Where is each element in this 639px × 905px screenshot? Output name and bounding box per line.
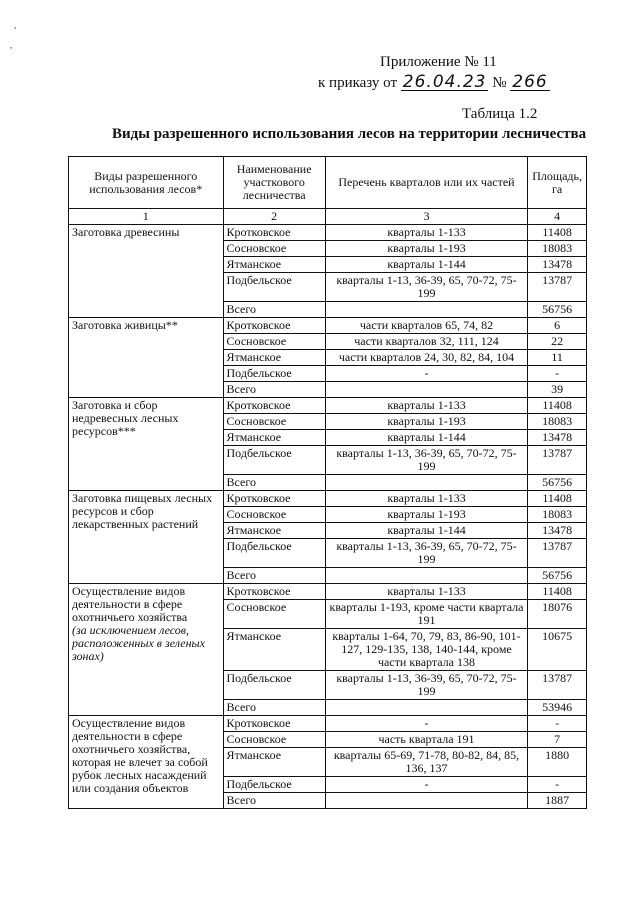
area-cell: 56756 <box>528 475 587 491</box>
order-prefix: к приказу от <box>318 75 398 91</box>
order-reference <box>318 74 550 92</box>
quarters-cell: кварталы 1-133 <box>325 225 527 241</box>
column-index: 4 <box>528 209 587 225</box>
order-date-handwritten: 26.04.23 <box>402 72 487 92</box>
forestry-cell: Всего <box>223 793 325 809</box>
area-cell: 1887 <box>528 793 587 809</box>
forestry-cell: Ятманское <box>223 257 325 273</box>
quarters-cell: кварталы 1-133 <box>325 491 527 507</box>
header-row <box>69 157 587 209</box>
column-index: 3 <box>325 209 527 225</box>
quarters-cell: кварталы 1-193, кроме части квартала 191 <box>325 600 527 629</box>
forestry-cell: Сосновское <box>223 241 325 257</box>
area-cell: 7 <box>528 732 587 748</box>
area-cell: 22 <box>528 334 587 350</box>
quarters-cell <box>325 475 527 491</box>
column-header: Виды разрешенного использования лесов* <box>69 157 224 209</box>
forestry-cell: Сосновское <box>223 732 325 748</box>
area-cell: - <box>528 716 587 732</box>
quarters-cell: кварталы 1-13, 36-39, 65, 70-72, 75-199 <box>325 671 527 700</box>
table-row <box>69 491 587 507</box>
forestry-cell: Всего <box>223 382 325 398</box>
area-cell: 39 <box>528 382 587 398</box>
use-type-label: Заготовка и сбор недревесных лесных ресурсов*** <box>72 398 179 438</box>
quarters-cell: кварталы 1-133 <box>325 398 527 414</box>
quarters-cell: - <box>325 366 527 382</box>
use-type-cell <box>69 491 224 584</box>
table-row <box>69 716 587 732</box>
column-header: Перечень кварталов или их частей <box>325 157 527 209</box>
area-cell: 10675 <box>528 629 587 671</box>
forestry-cell: Кротковское <box>223 318 325 334</box>
quarters-cell: кварталы 1-193 <box>325 414 527 430</box>
table-row <box>69 584 587 600</box>
order-number-handwritten: 266 <box>512 72 548 92</box>
quarters-cell: кварталы 1-13, 36-39, 65, 70-72, 75-199 <box>325 446 527 475</box>
use-type-label: Заготовка живицы** <box>72 318 178 332</box>
appendix-label: Приложение № 11 <box>380 54 497 70</box>
area-cell: 18076 <box>528 600 587 629</box>
forestry-cell: Кротковское <box>223 584 325 600</box>
use-type-note: (за исключением лесов, расположенных в зеленых зонах) <box>72 623 205 663</box>
quarters-cell: кварталы 1-193 <box>325 241 527 257</box>
forestry-cell: Всего <box>223 475 325 491</box>
table-row <box>69 398 587 414</box>
forestry-cell: Подбельское <box>223 777 325 793</box>
forestry-cell: Ятманское <box>223 430 325 446</box>
area-cell: 13478 <box>528 523 587 539</box>
scan-speck: , <box>10 40 13 50</box>
quarters-cell: части кварталов 24, 30, 82, 84, 104 <box>325 350 527 366</box>
quarters-cell: кварталы 1-144 <box>325 257 527 273</box>
quarters-cell: части кварталов 32, 111, 124 <box>325 334 527 350</box>
forestry-cell: Кротковское <box>223 716 325 732</box>
forestry-cell: Сосновское <box>223 507 325 523</box>
area-cell: 11408 <box>528 584 587 600</box>
forestry-cell: Сосновское <box>223 334 325 350</box>
area-cell: 13787 <box>528 539 587 568</box>
quarters-cell: кварталы 1-144 <box>325 523 527 539</box>
quarters-cell: кварталы 1-133 <box>325 584 527 600</box>
quarters-cell: части кварталов 65, 74, 82 <box>325 318 527 334</box>
quarters-cell: кварталы 1-193 <box>325 507 527 523</box>
area-cell: 11408 <box>528 398 587 414</box>
quarters-cell: кварталы 1-144 <box>325 430 527 446</box>
area-cell: - <box>528 366 587 382</box>
area-cell: 18083 <box>528 241 587 257</box>
forestry-cell: Подбельское <box>223 273 325 302</box>
quarters-cell: кварталы 1-64, 70, 79, 83, 86-90, 101-127, 129-135, 138, 140-144, кроме части квартала 138 <box>325 629 527 671</box>
forestry-cell: Кротковское <box>223 398 325 414</box>
use-type-label: Осуществление видов деятельности в сфере охотничьего хозяйства <box>72 584 188 624</box>
table-row <box>69 225 587 241</box>
column-index: 1 <box>69 209 224 225</box>
table-title: Виды разрешенного использования лесов на территории лесничества <box>112 126 587 142</box>
area-cell: 1880 <box>528 748 587 777</box>
forestry-cell: Сосновское <box>223 600 325 629</box>
use-type-cell <box>69 716 224 809</box>
forestry-cell: Подбельское <box>223 671 325 700</box>
quarters-cell: часть квартала 191 <box>325 732 527 748</box>
forestry-cell: Сосновское <box>223 414 325 430</box>
column-index: 2 <box>223 209 325 225</box>
area-cell: 13787 <box>528 446 587 475</box>
use-type-cell <box>69 584 224 716</box>
forest-use-table <box>68 156 587 809</box>
forestry-cell: Кротковское <box>223 225 325 241</box>
index-row <box>69 209 587 225</box>
area-cell: 11408 <box>528 225 587 241</box>
area-cell: 6 <box>528 318 587 334</box>
quarters-cell <box>325 793 527 809</box>
area-cell: 13787 <box>528 671 587 700</box>
table-number: Таблица 1.2 <box>462 106 538 122</box>
area-cell: 18083 <box>528 507 587 523</box>
forestry-cell: Подбельское <box>223 539 325 568</box>
column-header: Наименование участкового лесничества <box>223 157 325 209</box>
use-type-cell <box>69 398 224 491</box>
column-header: Площадь, га <box>528 157 587 209</box>
use-type-label: Заготовка пищевых лесных ресурсов и сбор лекарственных растений <box>72 491 213 531</box>
forestry-cell: Всего <box>223 700 325 716</box>
quarters-cell: - <box>325 777 527 793</box>
area-cell: 13478 <box>528 257 587 273</box>
area-cell: 11 <box>528 350 587 366</box>
quarters-cell: кварталы 1-13, 36-39, 65, 70-72, 75-199 <box>325 273 527 302</box>
forestry-cell: Кротковское <box>223 491 325 507</box>
area-cell: - <box>528 777 587 793</box>
order-number-label: № <box>492 75 507 91</box>
forestry-cell: Ятманское <box>223 523 325 539</box>
table-body <box>69 225 587 809</box>
use-type-label: Заготовка древесины <box>72 225 180 239</box>
forestry-cell: Ятманское <box>223 629 325 671</box>
area-cell: 11408 <box>528 491 587 507</box>
table-row <box>69 318 587 334</box>
area-cell: 53946 <box>528 700 587 716</box>
forestry-cell: Ятманское <box>223 748 325 777</box>
forestry-cell: Подбельское <box>223 446 325 475</box>
use-type-label: Осуществление видов деятельности в сфере охотничьего хозяйства, которая не влечет за собой рубок лесных насаждений или создания объектов <box>72 716 208 795</box>
forestry-cell: Ятманское <box>223 350 325 366</box>
area-cell: 13478 <box>528 430 587 446</box>
quarters-cell: - <box>325 716 527 732</box>
area-cell: 56756 <box>528 302 587 318</box>
scan-speck: , <box>14 20 17 30</box>
forestry-cell: Всего <box>223 568 325 584</box>
quarters-cell <box>325 382 527 398</box>
forestry-cell: Подбельское <box>223 366 325 382</box>
quarters-cell <box>325 302 527 318</box>
forestry-cell: Всего <box>223 302 325 318</box>
area-cell: 18083 <box>528 414 587 430</box>
quarters-cell <box>325 700 527 716</box>
quarters-cell <box>325 568 527 584</box>
use-type-cell <box>69 318 224 398</box>
quarters-cell: кварталы 65-69, 71-78, 80-82, 84, 85, 136, 137 <box>325 748 527 777</box>
area-cell: 56756 <box>528 568 587 584</box>
area-cell: 13787 <box>528 273 587 302</box>
quarters-cell: кварталы 1-13, 36-39, 65, 70-72, 75-199 <box>325 539 527 568</box>
use-type-cell <box>69 225 224 318</box>
